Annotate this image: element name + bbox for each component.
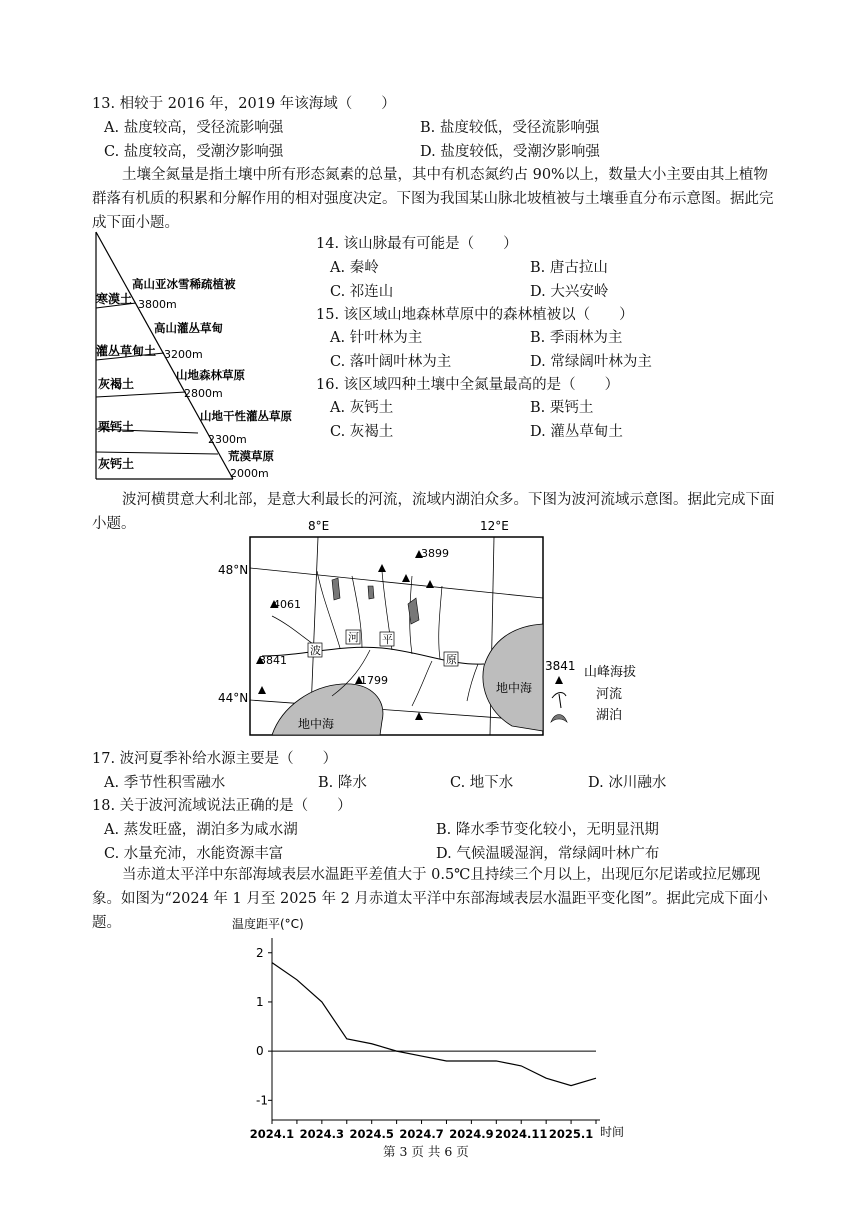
po-basin-map xyxy=(212,516,652,741)
q18-option-d: D. 气候温暖湿润，常绿阔叶林广布 xyxy=(436,846,660,862)
q16-option-b: B. 栗钙土 xyxy=(530,400,594,416)
q17-option-b: B. 降水 xyxy=(318,775,367,791)
q14-stem: 14. 该山脉最有可能是（ ） xyxy=(316,236,518,252)
elev-label-1: 3800m xyxy=(138,298,177,311)
q16-option-d: D. 灌丛草甸土 xyxy=(530,424,623,440)
q17-option-c: C. 地下水 xyxy=(450,775,514,791)
peak-3841-label: 3841 xyxy=(259,654,287,667)
plain-char-1: 波 xyxy=(310,644,321,657)
legend-river-icon xyxy=(552,693,566,709)
plain-char-3: 平 xyxy=(382,633,393,646)
veg-label-5: 荒漠草原 xyxy=(228,449,274,463)
sea-label-2: 地中海 xyxy=(496,681,533,695)
plain-char-2: 河 xyxy=(348,631,359,644)
x-tick-label-3: 2024.7 xyxy=(399,1127,444,1141)
q14-option-a: A. 秦岭 xyxy=(330,260,379,276)
q13-option-a: A. 盐度较高，受径流影响强 xyxy=(104,120,284,136)
q18-option-b: B. 降水季节变化较小，无明显汛期 xyxy=(436,822,659,838)
q14-option-b: B. 唐古拉山 xyxy=(530,260,608,276)
q14-option-c: C. 祁连山 xyxy=(330,284,394,300)
soil-label-2: 灌丛草甸土 xyxy=(96,344,157,358)
q15-option-c: C. 落叶阔叶林为主 xyxy=(330,354,452,370)
veg-label-1: 高山亚冰雪稀疏植被 xyxy=(132,277,236,291)
x-tick-label-0: 2024.1 xyxy=(249,1127,295,1141)
q15-option-a: A. 针叶林为主 xyxy=(330,330,423,346)
x-tick-label-6: 2025.1 xyxy=(548,1127,594,1141)
elev-label-3: 2800m xyxy=(184,387,223,400)
q15-option-d: D. 常绿阔叶林为主 xyxy=(530,354,652,370)
x-tick-label-1: 2024.3 xyxy=(299,1127,345,1141)
q16-stem: 16. 该区域四种土壤中全氮量最高的是（ ） xyxy=(316,377,620,393)
q18-option-a: A. 蒸发旺盛，湖泊多为咸水湖 xyxy=(104,822,298,838)
soil-label-3: 灰褐土 xyxy=(98,377,135,391)
q18-option-c: C. 水量充沛，水能资源丰富 xyxy=(104,846,284,862)
legend-peak-value: 3841 xyxy=(545,659,576,673)
veg-label-3: 山地森林草原 xyxy=(176,368,245,382)
page-footer: 第 3 页 共 6 页 xyxy=(383,1144,469,1159)
sst-anomaly-chart xyxy=(222,914,642,1146)
chart-ylabel: 温度距平(°C) xyxy=(232,917,304,931)
q15-stem: 15. 该区域山地森林草原中的森林植被以（ ） xyxy=(316,307,634,323)
legend-lake-label: 湖泊 xyxy=(596,708,623,723)
y-tick-label-0: 2 xyxy=(256,945,264,960)
x-tick-label-5: 2024.11 xyxy=(495,1127,548,1141)
elev-label-2: 3200m xyxy=(164,348,203,361)
y-tick-label-2: 0 xyxy=(256,1044,264,1059)
peak-1799-label: 1799 xyxy=(360,674,388,687)
sea-label-1: 地中海 xyxy=(298,717,335,731)
q14-option-d: D. 大兴安岭 xyxy=(530,284,609,300)
q13-option-b: B. 盐度较低，受径流影响强 xyxy=(420,120,600,136)
series-line xyxy=(272,963,596,1086)
q13-option-d: D. 盐度较低，受潮汐影响强 xyxy=(420,144,600,160)
elev-label-4: 2300m xyxy=(208,433,247,446)
legend-peak-icon xyxy=(555,676,563,684)
lake-shape-3 xyxy=(368,586,374,599)
intro-enso: 当赤道太平洋中东部海域表层水温距平差值大于 0.5℃且持续三个月以上，出现厄尔尼诺或拉尼娜现象。如图为“2024 年 1 月至 2025 年 2 月赤道太平洋中东部海域表层水温距平变化图”。据此完成下面小题。 xyxy=(92,867,768,931)
legend-peak-label: 山峰海拔 xyxy=(584,665,637,680)
x-tick-label-4: 2024.9 xyxy=(449,1127,494,1141)
legend-lake-icon xyxy=(551,715,567,723)
q18-stem: 18. 关于波河流域说法正确的是（ ） xyxy=(92,798,352,814)
elev-label-5: 2000m xyxy=(230,467,269,480)
peak-4061-label: 4061 xyxy=(273,598,301,611)
soil-label-5: 灰钙土 xyxy=(98,457,135,471)
veg-label-2: 高山灌丛草甸 xyxy=(154,321,223,335)
q17-option-d: D. 冰川融水 xyxy=(588,775,667,791)
x-tick-label-2: 2024.5 xyxy=(349,1127,394,1141)
q15-option-b: B. 季雨林为主 xyxy=(530,330,623,346)
y-tick-label-3: -1 xyxy=(256,1093,268,1108)
soil-label-1: 寒漠土 xyxy=(96,292,133,306)
lat-48n: 48°N xyxy=(218,563,249,577)
peak-3899-label: 3899 xyxy=(421,547,449,560)
q17-option-a: A. 季节性积雪融水 xyxy=(104,775,226,791)
intro-soil-nitrogen: 土壤全氮量是指土壤中所有形态氮素的总量，其中有机态氮约占 90%以上，数量大小主要由其上植物群落有机质的积累和分解作用的相对强度决定。下图为我国某山脉北坡植被与土壤垂直分布示意图。据此完成下面小题。 xyxy=(92,167,774,231)
lon-12e: 12°E xyxy=(480,519,509,533)
legend-river-label: 河流 xyxy=(596,687,623,702)
plain-char-4: 原 xyxy=(446,653,457,666)
lat-44n: 44°N xyxy=(218,691,249,705)
vertical-zone-diagram xyxy=(88,230,308,482)
q16-option-c: C. 灰褐土 xyxy=(330,424,394,440)
q16-option-a: A. 灰钙土 xyxy=(330,400,394,416)
veg-label-4: 山地干性灌丛草原 xyxy=(200,409,292,423)
q17-stem: 17. 波河夏季补给水源主要是（ ） xyxy=(92,751,338,767)
chart-xlabel: 时间 xyxy=(600,1125,625,1139)
y-tick-label-1: 1 xyxy=(256,994,264,1009)
intro-po-river: 波河横贯意大利北部，是意大利最长的河流，流域内湖泊众多。下图为波河流域示意图。据此完成下面小题。 xyxy=(92,492,775,532)
lon-8e: 8°E xyxy=(308,519,330,533)
q13-option-c: C. 盐度较高，受潮汐影响强 xyxy=(104,144,284,160)
soil-label-4: 栗钙土 xyxy=(98,420,135,434)
q13-stem: 13. 相较于 2016 年，2019 年该海域（ ） xyxy=(92,96,396,112)
